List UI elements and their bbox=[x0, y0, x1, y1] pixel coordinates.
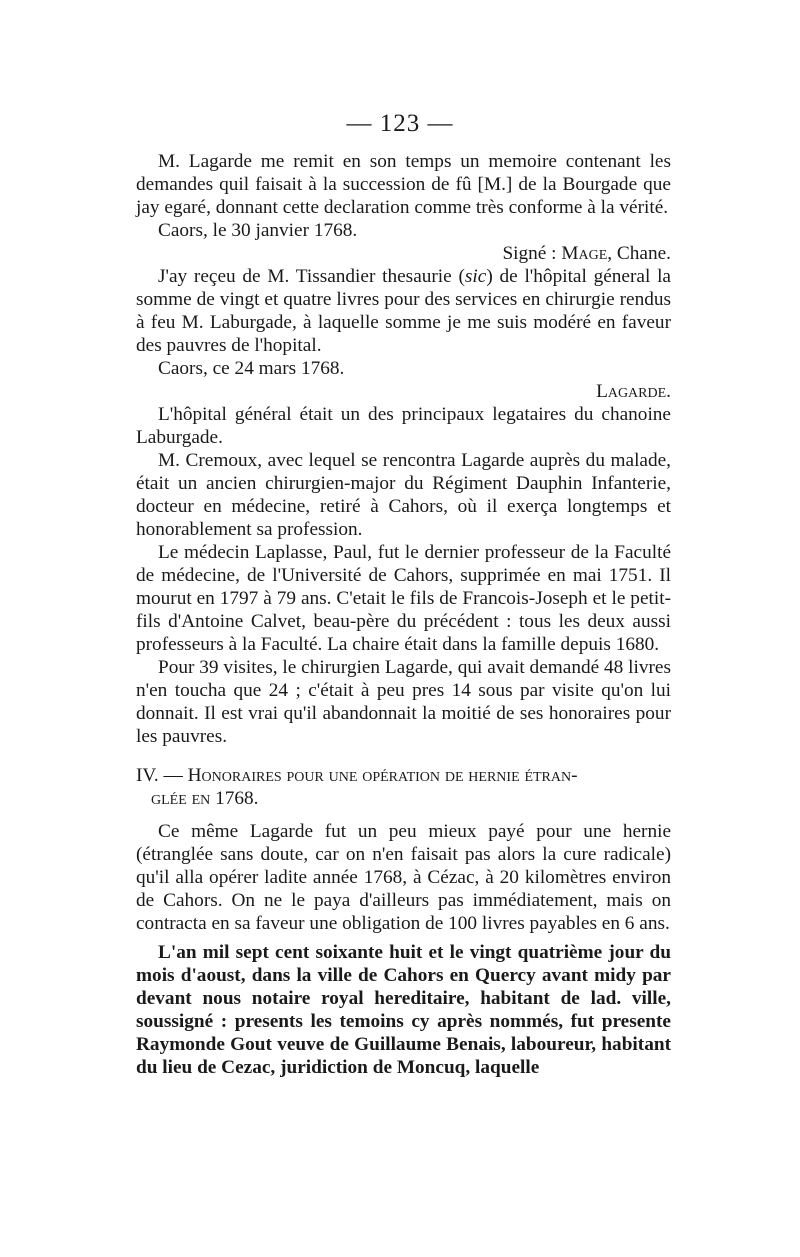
paragraph-memoire: M. Lagarde me remit en son temps un memoire contenant les demandes quil faisait à la succession de fû [M.] de la Bourgade que jay egaré, donnant cette declaration comme très conforme à la vérité. bbox=[136, 151, 671, 218]
section-heading bbox=[136, 764, 671, 810]
date-line-1: Caors, le 30 janvier 1768. bbox=[158, 220, 358, 241]
signature-name: Mage bbox=[561, 243, 608, 264]
heading-number: IV. — bbox=[136, 765, 188, 786]
paragraph-cremoux: M. Cremoux, avec lequel se rencontra Lagarde auprès du malade, était un ancien chirurgien-major du Régiment Dauphin Infanterie, docteur en médecine, retiré à Cahors, où il exerça longtemps et honorablement sa profession. bbox=[136, 450, 671, 540]
signature-lagarde: Lagarde. bbox=[596, 381, 671, 402]
receipt-text-a: J'ay reçeu de M. Tissandier thesaurie ( bbox=[158, 266, 465, 287]
section-gap bbox=[136, 748, 671, 764]
heading-year: 1768. bbox=[215, 788, 259, 809]
paragraph-laplasse: Le médecin Laplasse, Paul, fut le dernier professeur de la Faculté de médecine, de l'Université de Cahors, supprimée en mai 1751. Il mourut en 1797 à 79 ans. C'etait le fils de Francois-Joseph et le petit-fils d'Antoine Calvet, beau-père du précédent : tous les deux aussi professeurs à la Faculté. La chaire était dans la famille depuis 1680. bbox=[136, 542, 671, 655]
paragraph-hopital: L'hôpital général était un des principaux legataires du chanoine Laburgade. bbox=[136, 404, 671, 448]
signature-prefix: Signé : bbox=[502, 243, 562, 264]
page-number: — 123 — bbox=[346, 110, 454, 137]
paragraph-acte-notarie: L'an mil sept cent soixante huit et le vingt quatrième jour du mois d'aoust, dans la ville de Cahors en Quercy avant midy par devant nous notaire royal hereditaire, habitant de lad. ville, soussigné : presents les temoins cy après nommés, fut presente Raymonde Gout veuve de Guillaume Benais, laboureur, habitant du lieu de Cezac, juridiction de Moncuq, laquelle bbox=[136, 942, 671, 1078]
paragraph-hernie: Ce même Lagarde fut un peu mieux payé pour une hernie (étranglée sans doute, car on n'en faisait pas alors la cure radicale) qu'il alla opérer ladite année 1768, à Cézac, à 20 kilomètres environ de Cahors. On ne le paya d'ailleurs pas immédiatement, mais on contracta en sa faveur une obligation de 100 livres payables en 6 ans. bbox=[136, 821, 671, 934]
paragraph-visites: Pour 39 visites, le chirurgien Lagarde, qui avait demandé 48 livres n'en toucha que 24 ; c'était à peu pres 14 sous par visite qu'on lui donnait. Il est vrai qu'il abandonnait la moitié de ses honoraires pour les pauvres. bbox=[136, 657, 671, 747]
heading-title-a: Honoraires pour une opération de hernie étran- bbox=[187, 765, 578, 786]
signature-mage bbox=[136, 242, 671, 265]
signature-suffix: , Chane. bbox=[607, 243, 671, 264]
date-line-2: Caors, ce 24 mars 1768. bbox=[158, 358, 345, 379]
heading-title-b: glée en bbox=[151, 788, 216, 809]
heading-gap bbox=[136, 810, 671, 820]
page-body bbox=[136, 150, 671, 1079]
paragraph-receipt bbox=[136, 265, 671, 357]
sic-note: sic bbox=[464, 266, 487, 287]
receipt-text-b: ) de l'hôpital géneral la somme de vingt et quatre livres pour des services en chirurgie rendus à feu M. Laburgade, à laquelle somme je me suis modéré en faveur des pauvres de l'hopital. bbox=[136, 266, 671, 356]
